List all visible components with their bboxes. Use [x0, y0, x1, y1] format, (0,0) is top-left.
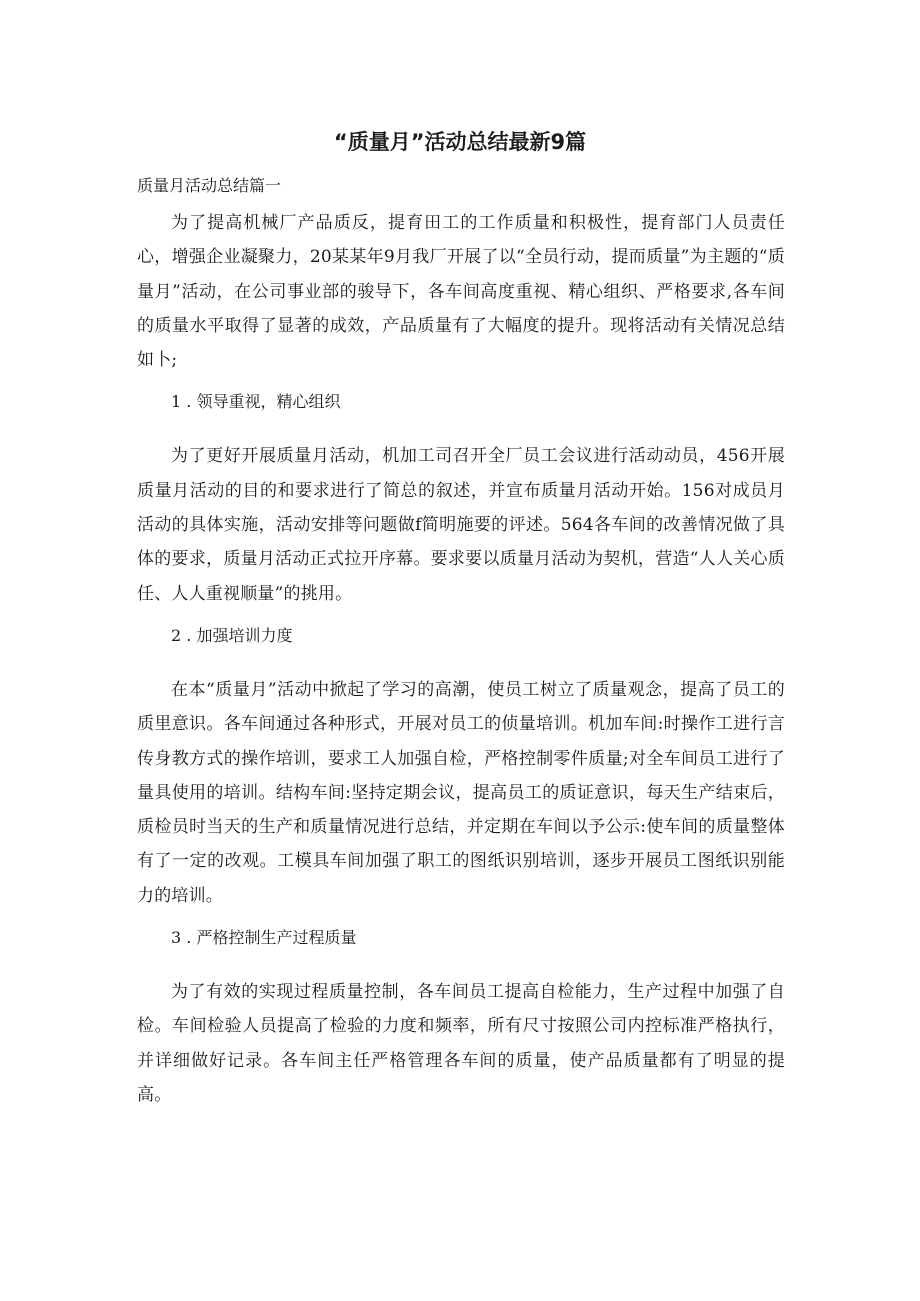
- item-body-3: 为了有效的实现过程质量控制，各车间员工提高自检能力，生产过程中加强了自检。车间检验人员提高了检验的力度和频率，所有尺寸按照公司内控标准严格执行，并详细做好记录。各车间主任严格管理各车间的质量，使产品质量都有了明显的提高。: [137, 982, 785, 1105]
- section-title: 质量月活动总结篇一: [137, 176, 282, 195]
- item-body-1: 为了更好开展质量月活动，机加工司召开全厂员工会议进行活动动员，456开展质量月活动的目的和要求进行了简总的叙述，并宣布质量月活动开始。156对成员月活动的具体实施，活动安排等问题做f简明施要的评述。564各车间的改善情况做了具体的要求，质量月活动正式拉开序幕。要求要以质量月活动为契机，营造“人人关心质任、人人重视顺量”的挑用。: [137, 446, 785, 604]
- intro-paragraph: 为了提高机械厂产品质反，提育田工的工作质量和积极性，提育部门人员责任心，增强企业凝聚力，20某某年9月我厂开展了以“全员行动，提而质量”为主题的“质量月”活动，在公司事业部的骏导下，各车间高度重视、精心组织、严格要求,各车间的质量水平取得了显著的成效，产品质量有了大幅度的提升。现将活动有关情况总结如卜;: [137, 213, 785, 371]
- item-heading-1: 1 . 领导重视，精心组织: [171, 392, 341, 412]
- document-title: “质量月”活动总结最新9篇: [333, 130, 587, 154]
- item-heading-3: 3 . 严格控制生产过程质量: [171, 928, 357, 948]
- item-body-2: 在本“质量月”活动中掀起了学习的高潮，使员工树立了质量观念，提高了员工的质里意识。各车间通过各种形式，开展对员工的侦量培训。机加车间:时操作工进行言传身教方式的操作培训，要求工人加强自检，严格控制零件质量;对全车间员工进行了量具使用的培训。结构车间:坚持定期会议，提高员工的质证意识，每天生产结束后，质检员时当天的生产和质量情况进行总结，并定期在车间以予公示:使车间的质量整体有了一定的改观。工模具车间加强了职工的图纸识别培训，逐步开展员工图纸识别能力的培训。: [137, 679, 785, 906]
- document-body: [137, 172, 785, 1112]
- item-heading-2: 2 . 加强培训力度: [171, 625, 293, 645]
